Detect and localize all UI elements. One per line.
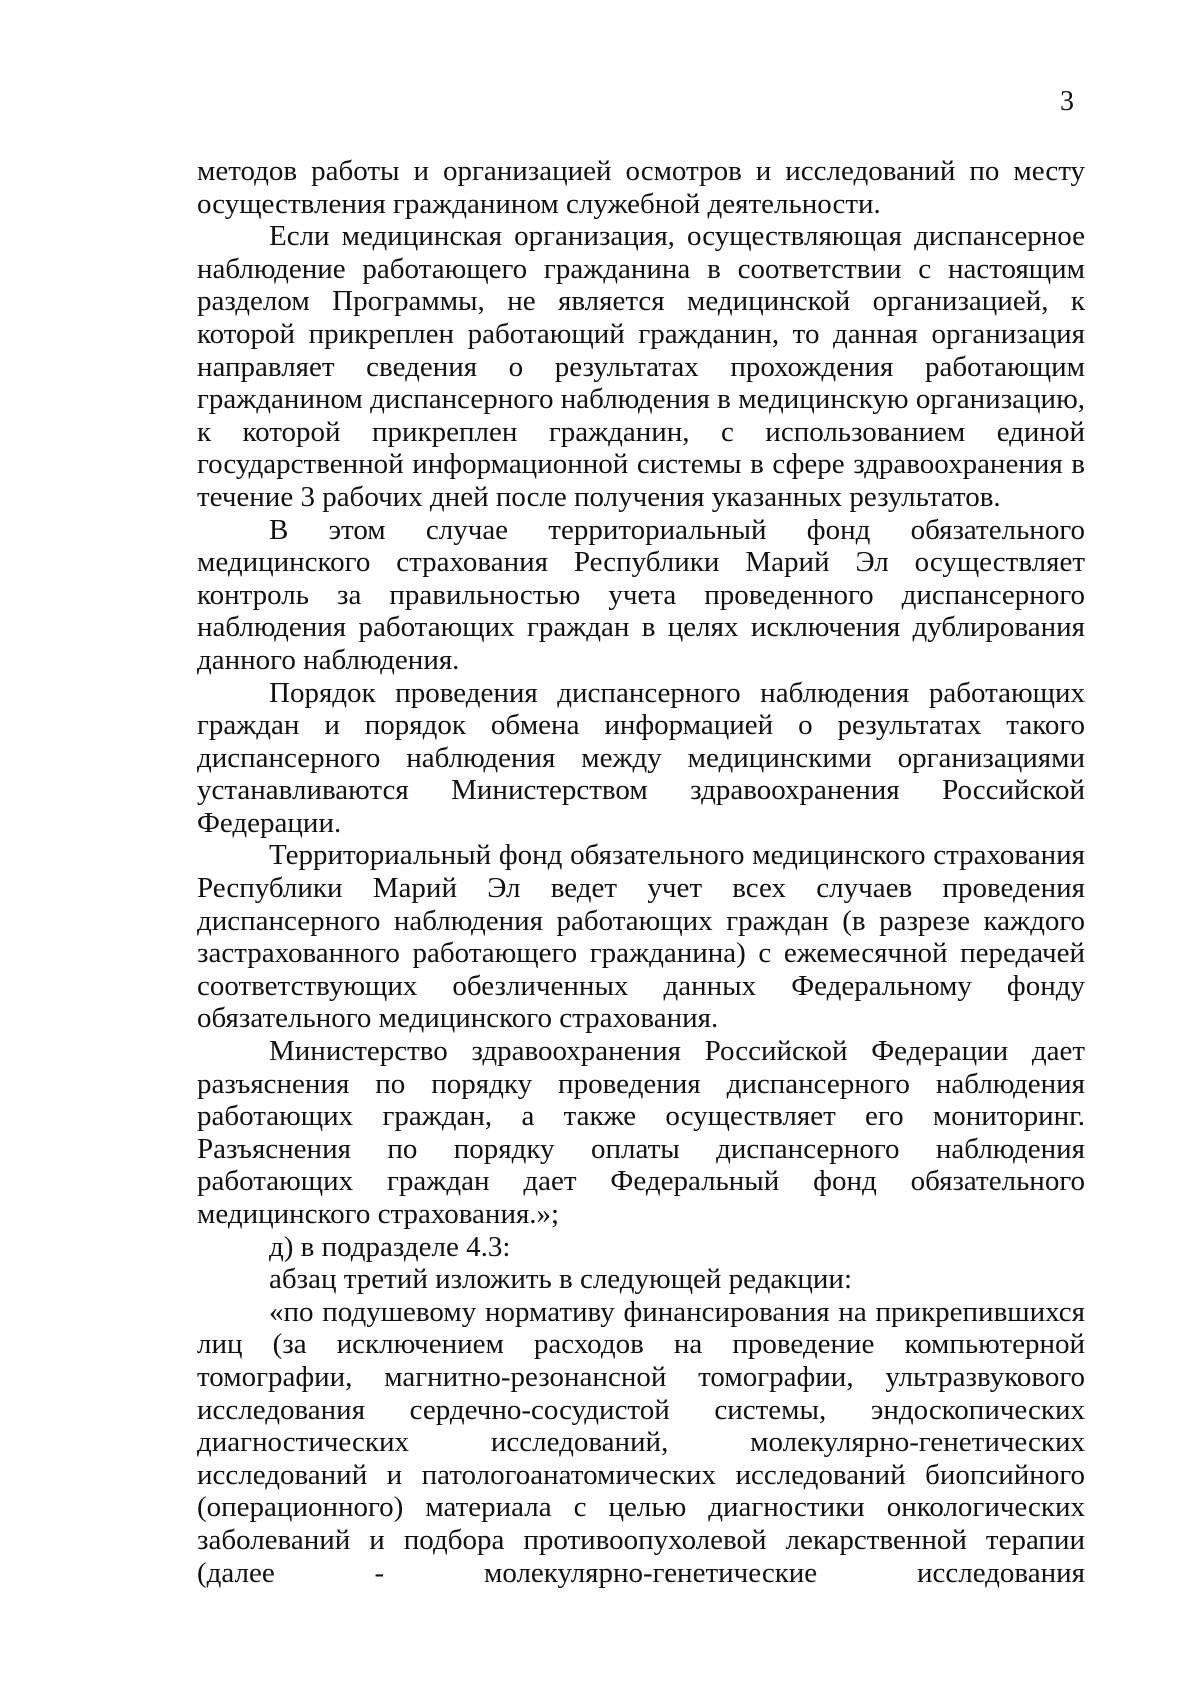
document-body bbox=[197, 155, 1085, 1589]
paragraph-8: абзац третий изложить в следующей редакции: bbox=[269, 1263, 853, 1296]
paragraph-1: методов работы и организацией осмотров и исследований по месту осуществления гражданином служебной деятельности. bbox=[197, 155, 1085, 220]
paragraph-3: В этом случае территориальный фонд обязательного медицинского страхования Республики Марий Эл осуществляет контроль за правильностью учета проведенного диспансерного наблюдения работающих граждан в целях исключения дублирования данного наблюдения. bbox=[197, 513, 1085, 676]
paragraph-5: Территориальный фонд обязательного медицинского страхования Республики Марий Эл ведет учет всех случаев проведения диспансерного наблюдения работающих граждан (в разрезе каждого застрахованного работающего гражданина) с ежемесячной передачей соответствующих обезличенных данных Федеральному фонду обязательного медицинского страхования. bbox=[197, 839, 1085, 1035]
paragraph-9: «по подушевому нормативу финансирования на прикрепившихся лиц (за исключением расходов на проведение компьютерной томографии, магнитно-резонансной томографии, ультразвукового исследования сердечно-сосудистой системы, эндоскопических диагностических исследований, молекулярно-генетических исследований и патологоанатомических исследований биопсийного (операционного) материала с целью диагностики онкологических заболеваний и подбора противоопухолевой лекарственной терапии (далее - молекулярно-генетические исследования bbox=[197, 1295, 1085, 1589]
paragraph-2: Если медицинская организация, осуществляющая диспансерное наблюдение работающего гражданина в соответствии с настоящим разделом Программы, не является медицинской организацией, к которой прикреплен работающий гражданин, то данная организация направляет сведения о результатах прохождения работающим гражданином диспансерного наблюдения в медицинскую организацию, к которой прикреплен гражданин, с использованием единой государственной информационной системы в сфере здравоохранения в течение 3 рабочих дней после получения указанных результатов. bbox=[197, 220, 1085, 513]
paragraph-7: д) в подразделе 4.3: bbox=[269, 1230, 511, 1263]
paragraph-4: Порядок проведения диспансерного наблюдения работающих граждан и порядок обмена информацией о результатах такого диспансерного наблюдения между медицинскими организациями устанавливаются Министерством здравоохранения Российской Федерации. bbox=[197, 676, 1085, 839]
page-number: 3 bbox=[1060, 86, 1074, 117]
paragraph-6: Министерство здравоохранения Российской Федерации дает разъяснения по порядку проведения диспансерного наблюдения работающих граждан, а также осуществляет его мониторинг. Разъяснения по порядку оплаты диспансерного наблюдения работающих граждан дает Федеральный фонд обязательного медицинского страхования.»; bbox=[197, 1035, 1085, 1230]
